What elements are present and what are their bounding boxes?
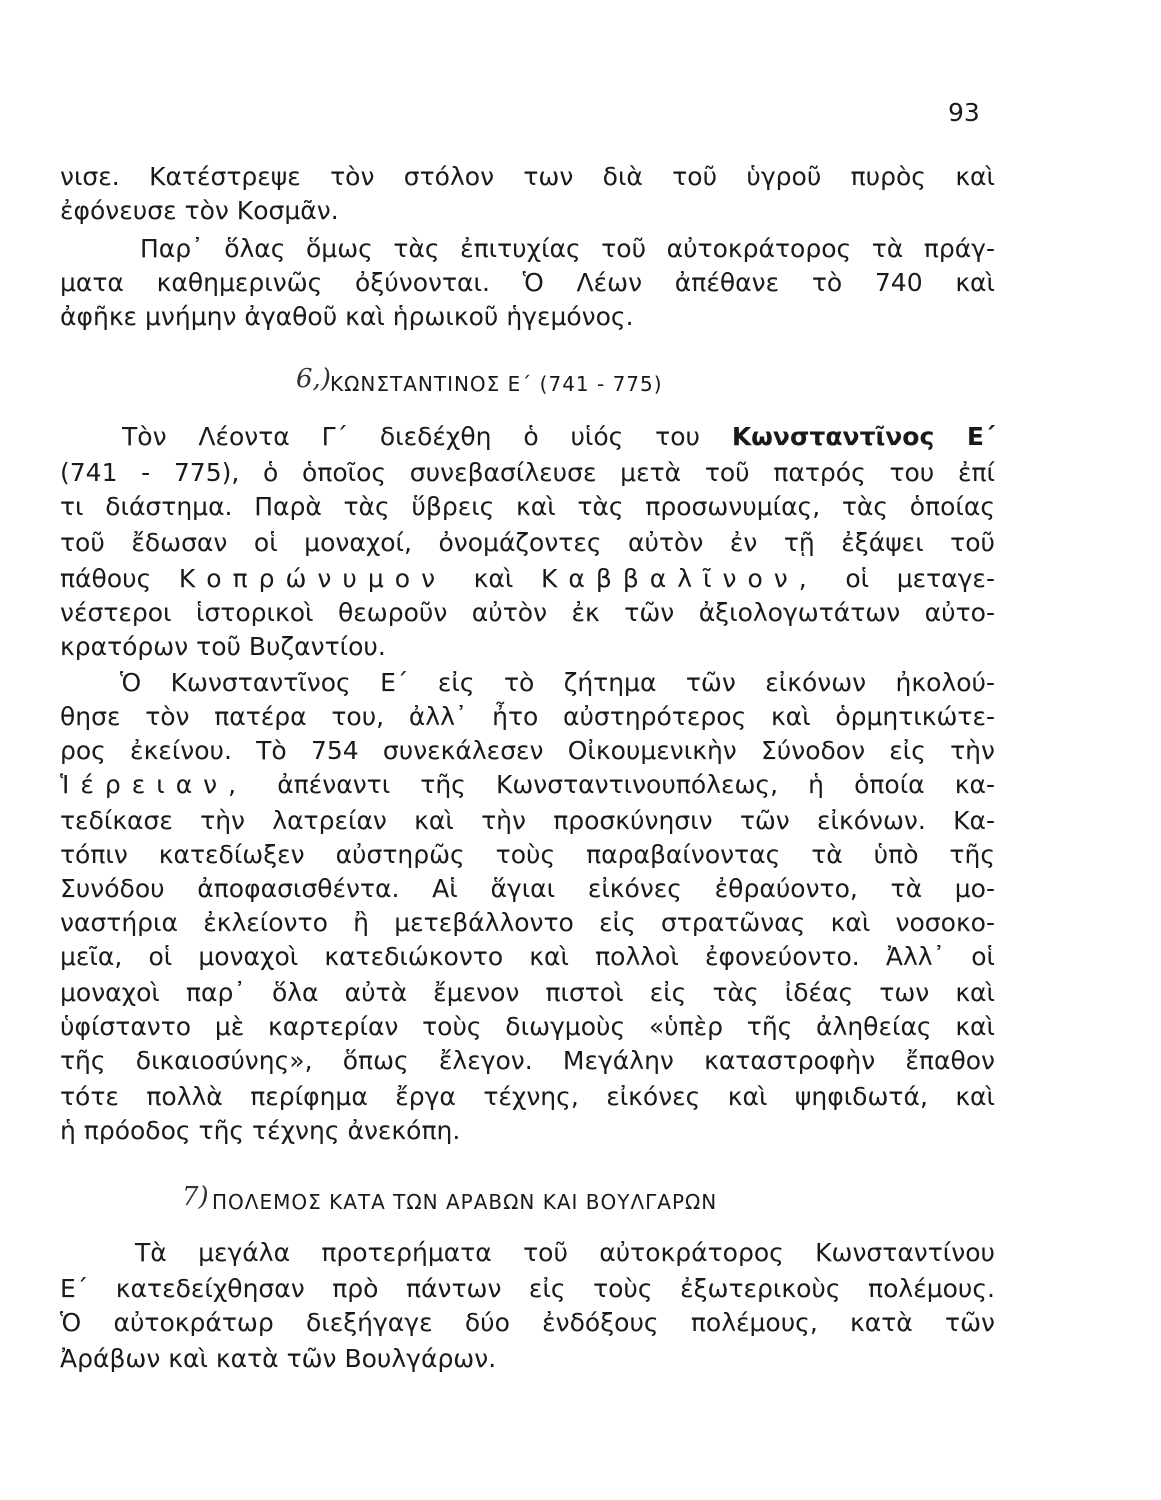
text-segment: ἀπέναντι τῆς Κωνσταντινουπόλεως, ἡ ὁποία κα-	[277, 770, 995, 799]
spaced-epithet: Κοπρώνυμον	[178, 564, 447, 593]
text-line: τῆς δικαιοσύνης», ὅπως ἔλεγον. Μεγάλην καταστροφὴν ἔπαθον	[60, 1046, 995, 1075]
text-line: τοῦ ἔδωσαν οἱ μοναχοί, ὀνομάζοντες αὐτὸν ἐν τῇ ἐξάψει τοῦ	[60, 528, 995, 557]
text-line: ναστήρια ἐκλείοντο ἢ μετεβάλλοντο εἰς στρατῶνας καὶ νοσοκο-	[60, 908, 995, 937]
text-line: τότε πολλὰ περίφημα ἔργα τέχνης, εἰκόνες καὶ ψηφιδωτά, καὶ	[60, 1082, 995, 1111]
text-line: (741 - 775), ὁ ὁποῖος συνεβασίλευσε μετὰ τοῦ πατρός του ἐπί	[60, 458, 995, 487]
handwritten-section-mark: 7)	[182, 1182, 209, 1212]
text-line: Ὁ αὐτοκράτωρ διεξήγαγε δύο ἐνδόξους πολέμους, κατὰ τῶν	[60, 1308, 995, 1337]
text-line: ὑφίσταντο μὲ καρτερίαν τοὺς διωγμοὺς «ὑπὲρ τῆς ἀληθείας καὶ	[60, 1012, 995, 1041]
text-line: Ε΄ κατεδείχθησαν πρὸ πάντων εἰς τοὺς ἐξωτερικοὺς πολέμους.	[60, 1274, 995, 1303]
spaced-epithet: Καββαλῖνον,	[540, 564, 818, 593]
text-line: Ὁ Κωνσταντῖνος Ε΄ εἰς τὸ ζήτημα τῶν εἰκόνων ἠκολού-	[120, 668, 995, 697]
text-line: μοναχοὶ παρ᾽ ὅλα αὐτὰ ἔμενον πιστοὶ εἰς τὰς ἰδέας των καὶ	[60, 978, 995, 1007]
text-line: ἐφόνευσε τὸν Κοσμᾶν.	[60, 196, 339, 225]
text-line: τεδίκασε τὴν λατρείαν καὶ τὴν προσκύνησιν τῶν εἰκόνων. Κα-	[60, 806, 995, 835]
handwritten-section-mark: 6,)	[296, 364, 331, 394]
text-line: Τὰ μεγάλα προτερήματα τοῦ αὐτοκράτορος Κωνσταντίνου	[135, 1238, 995, 1267]
text-line	[122, 420, 995, 454]
text-line: Ἀράβων καὶ κατὰ τῶν Βουλγάρων.	[60, 1344, 497, 1373]
text-segment: πάθους	[60, 564, 152, 593]
text-line: ματα καθημερινῶς ὀξύνονται. Ὁ Λέων ἀπέθανε τὸ 740 καὶ	[60, 268, 995, 297]
text-line: Συνόδου ἀποφασισθέντα. Αἱ ἅγιαι εἰκόνες ἐθραύοντο, τὰ μο-	[60, 874, 995, 903]
text-line: Παρ᾽ ὅλας ὅμως τὰς ἐπιτυχίας τοῦ αὐτοκράτορος τὰ πράγ-	[140, 234, 995, 263]
spaced-place-name: Ἱέρειαν,	[60, 770, 248, 799]
text-segment: καὶ	[473, 564, 514, 593]
text-line: ἀφῆκε μνήμην ἀγαθοῦ καὶ ἡρωικοῦ ἡγεμόνος.	[60, 302, 634, 331]
text-line: νέστεροι ἱστορικοὶ θεωροῦν αὐτὸν ἐκ τῶν ἀξιολογωτάτων αὐτο-	[60, 598, 995, 627]
text-line	[60, 768, 995, 802]
section-heading: ΠΟΛΕΜΟΣ ΚΑΤΑ ΤΩΝ ΑΡΑΒΩΝ ΚΑΙ ΒΟΥΛΓΑΡΩΝ	[212, 1190, 718, 1214]
page-number: 93	[948, 98, 980, 127]
text-segment: Τὸν Λέοντα Γ΄ διεδέχθη ὁ υἱός του	[122, 422, 700, 451]
emphasized-name: Κωνσταντῖνος Ε΄	[731, 422, 995, 451]
text-line: θησε τὸν πατέρα του, ἀλλ᾽ ἦτο αὐστηρότερος καὶ ὁρμητικώτε-	[60, 702, 995, 731]
text-segment: οἱ μεταγε-	[845, 564, 995, 593]
text-line: νισε. Κατέστρεψε τὸν στόλον των διὰ τοῦ ὑγροῦ πυρὸς καὶ	[60, 162, 995, 191]
text-line: ἡ πρόοδος τῆς τέχνης ἀνεκόπη.	[60, 1116, 461, 1145]
text-line: μεῖα, οἱ μοναχοὶ κατεδιώκοντο καὶ πολλοὶ ἐφονεύοντο. Ἀλλ᾽ οἱ	[60, 942, 995, 971]
text-line: κρατόρων τοῦ Βυζαντίου.	[60, 632, 386, 661]
text-line: ρος ἐκείνου. Τὸ 754 συνεκάλεσεν Οἰκουμενικὴν Σύνοδον εἰς τὴν	[60, 736, 995, 765]
section-heading: ΚΩΝΣΤΑΝΤΙΝΟΣ Ε΄ (741 - 775)	[330, 372, 663, 396]
text-line	[60, 562, 995, 596]
text-line: τόπιν κατεδίωξεν αὐστηρῶς τοὺς παραβαίνοντας τὰ ὑπὸ τῆς	[60, 840, 995, 869]
text-line: τι διάστημα. Παρὰ τὰς ὕβρεις καὶ τὰς προσωνυμίας, τὰς ὁποίας	[60, 492, 995, 521]
